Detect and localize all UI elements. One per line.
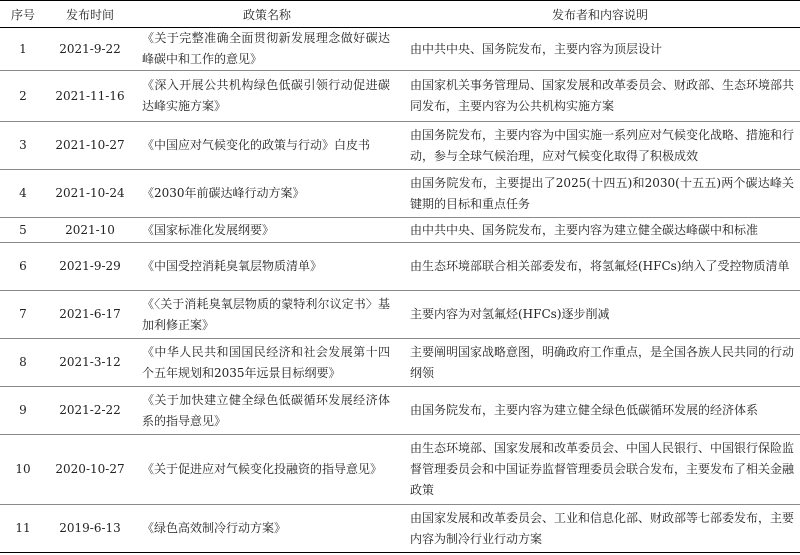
- row-policy-name: 《国家标准化发展纲要》: [134, 218, 400, 243]
- header-date: 发布时间: [46, 1, 134, 28]
- row-policy-name: 《2030年前碳达峰行动方案》: [134, 170, 400, 218]
- row-description: 由中共中央、国务院发布，主要内容为建立健全碳达峰碳中和标准: [400, 218, 800, 243]
- table-header: [0, 1, 800, 28]
- row-policy-name: 《深入开展公共机构绿色低碳引领行动促进碳达峰实施方案》: [134, 71, 400, 122]
- row-date: 2021-10-27: [46, 122, 134, 170]
- header-desc: 发布者和内容说明: [400, 1, 800, 28]
- row-date: 2021-11-16: [46, 71, 134, 122]
- table-row: [0, 291, 800, 339]
- row-description: 由国务院发布，主要内容为建立健全绿色低碳循环发展的经济体系: [400, 387, 800, 435]
- table-row: [0, 387, 800, 435]
- row-no: 10: [0, 435, 46, 505]
- row-date: 2021-9-29: [46, 243, 134, 291]
- row-date: 2020-10-27: [46, 435, 134, 505]
- row-no: 2: [0, 71, 46, 122]
- table-body: [0, 28, 800, 553]
- table-row: [0, 435, 800, 505]
- table-row: [0, 28, 800, 71]
- row-policy-name: 《关于加快建立健全绿色低碳循环发展经济体系的指导意见》: [134, 387, 400, 435]
- row-description: 由国家发展和改革委员会、工业和信息化部、财政部等七部委发布，主要内容为制冷行业行动方案: [400, 505, 800, 553]
- row-policy-name: 《关于完整准确全面贯彻新发展理念做好碳达峰碳中和工作的意见》: [134, 28, 400, 71]
- row-policy-name: 《中国受控消耗臭氧层物质清单》: [134, 243, 400, 291]
- row-date: 2021-3-12: [46, 339, 134, 387]
- row-no: 5: [0, 218, 46, 243]
- table-row: [0, 339, 800, 387]
- row-no: 7: [0, 291, 46, 339]
- header-row: [0, 1, 800, 28]
- row-date: 2021-2-22: [46, 387, 134, 435]
- row-no: 6: [0, 243, 46, 291]
- row-description: 由生态环境部、国家发展和改革委员会、中国人民银行、中国银行保险监督管理委员会和中国证券监督管理委员会联合发布，主要发布了相关金融政策: [400, 435, 800, 505]
- row-date: 2021-10: [46, 218, 134, 243]
- header-no: 序号: [0, 1, 46, 28]
- row-date: 2021-6-17: [46, 291, 134, 339]
- row-date: 2021-9-22: [46, 28, 134, 71]
- row-no: 11: [0, 505, 46, 553]
- table-row: [0, 71, 800, 122]
- row-policy-name: 《中华人民共和国国民经济和社会发展第十四个五年规划和2035年远景目标纲要》: [134, 339, 400, 387]
- table-row: [0, 243, 800, 291]
- row-no: 1: [0, 28, 46, 71]
- row-no: 4: [0, 170, 46, 218]
- row-description: 由生态环境部联合相关部委发布，将氢氟烃(HFCs)纳入了受控物质清单: [400, 243, 800, 291]
- row-date: 2021-10-24: [46, 170, 134, 218]
- row-no: 8: [0, 339, 46, 387]
- row-description: 主要阐明国家战略意图，明确政府工作重点，是全国各族人民共同的行动纲领: [400, 339, 800, 387]
- row-description: 由国家机关事务管理局、国家发展和改革委员会、财政部、生态环境部共同发布，主要内容为公共机构实施方案: [400, 71, 800, 122]
- row-description: 由国务院发布，主要提出了2025(十四五)和2030(十五五)两个碳达峰关键期的目标和重点任务: [400, 170, 800, 218]
- table-row: [0, 170, 800, 218]
- table-row: [0, 122, 800, 170]
- row-policy-name: 《关于促进应对气候变化投融资的指导意见》: [134, 435, 400, 505]
- row-policy-name: 《中国应对气候变化的政策与行动》白皮书: [134, 122, 400, 170]
- table-row: [0, 505, 800, 553]
- table-row: [0, 218, 800, 243]
- row-date: 2019-6-13: [46, 505, 134, 553]
- row-policy-name: 《〈关于消耗臭氧层物质的蒙特利尔议定书〉基加利修正案》: [134, 291, 400, 339]
- row-policy-name: 《绿色高效制冷行动方案》: [134, 505, 400, 553]
- row-no: 3: [0, 122, 46, 170]
- header-name: 政策名称: [134, 1, 400, 28]
- row-description: 由国务院发布，主要内容为中国实施一系列应对气候变化战略、措施和行动，参与全球气候治理，应对气候变化取得了积极成效: [400, 122, 800, 170]
- row-description: 主要内容为对氢氟烃(HFCs)逐步削减: [400, 291, 800, 339]
- row-description: 由中共中央、国务院发布，主要内容为顶层设计: [400, 28, 800, 71]
- row-no: 9: [0, 387, 46, 435]
